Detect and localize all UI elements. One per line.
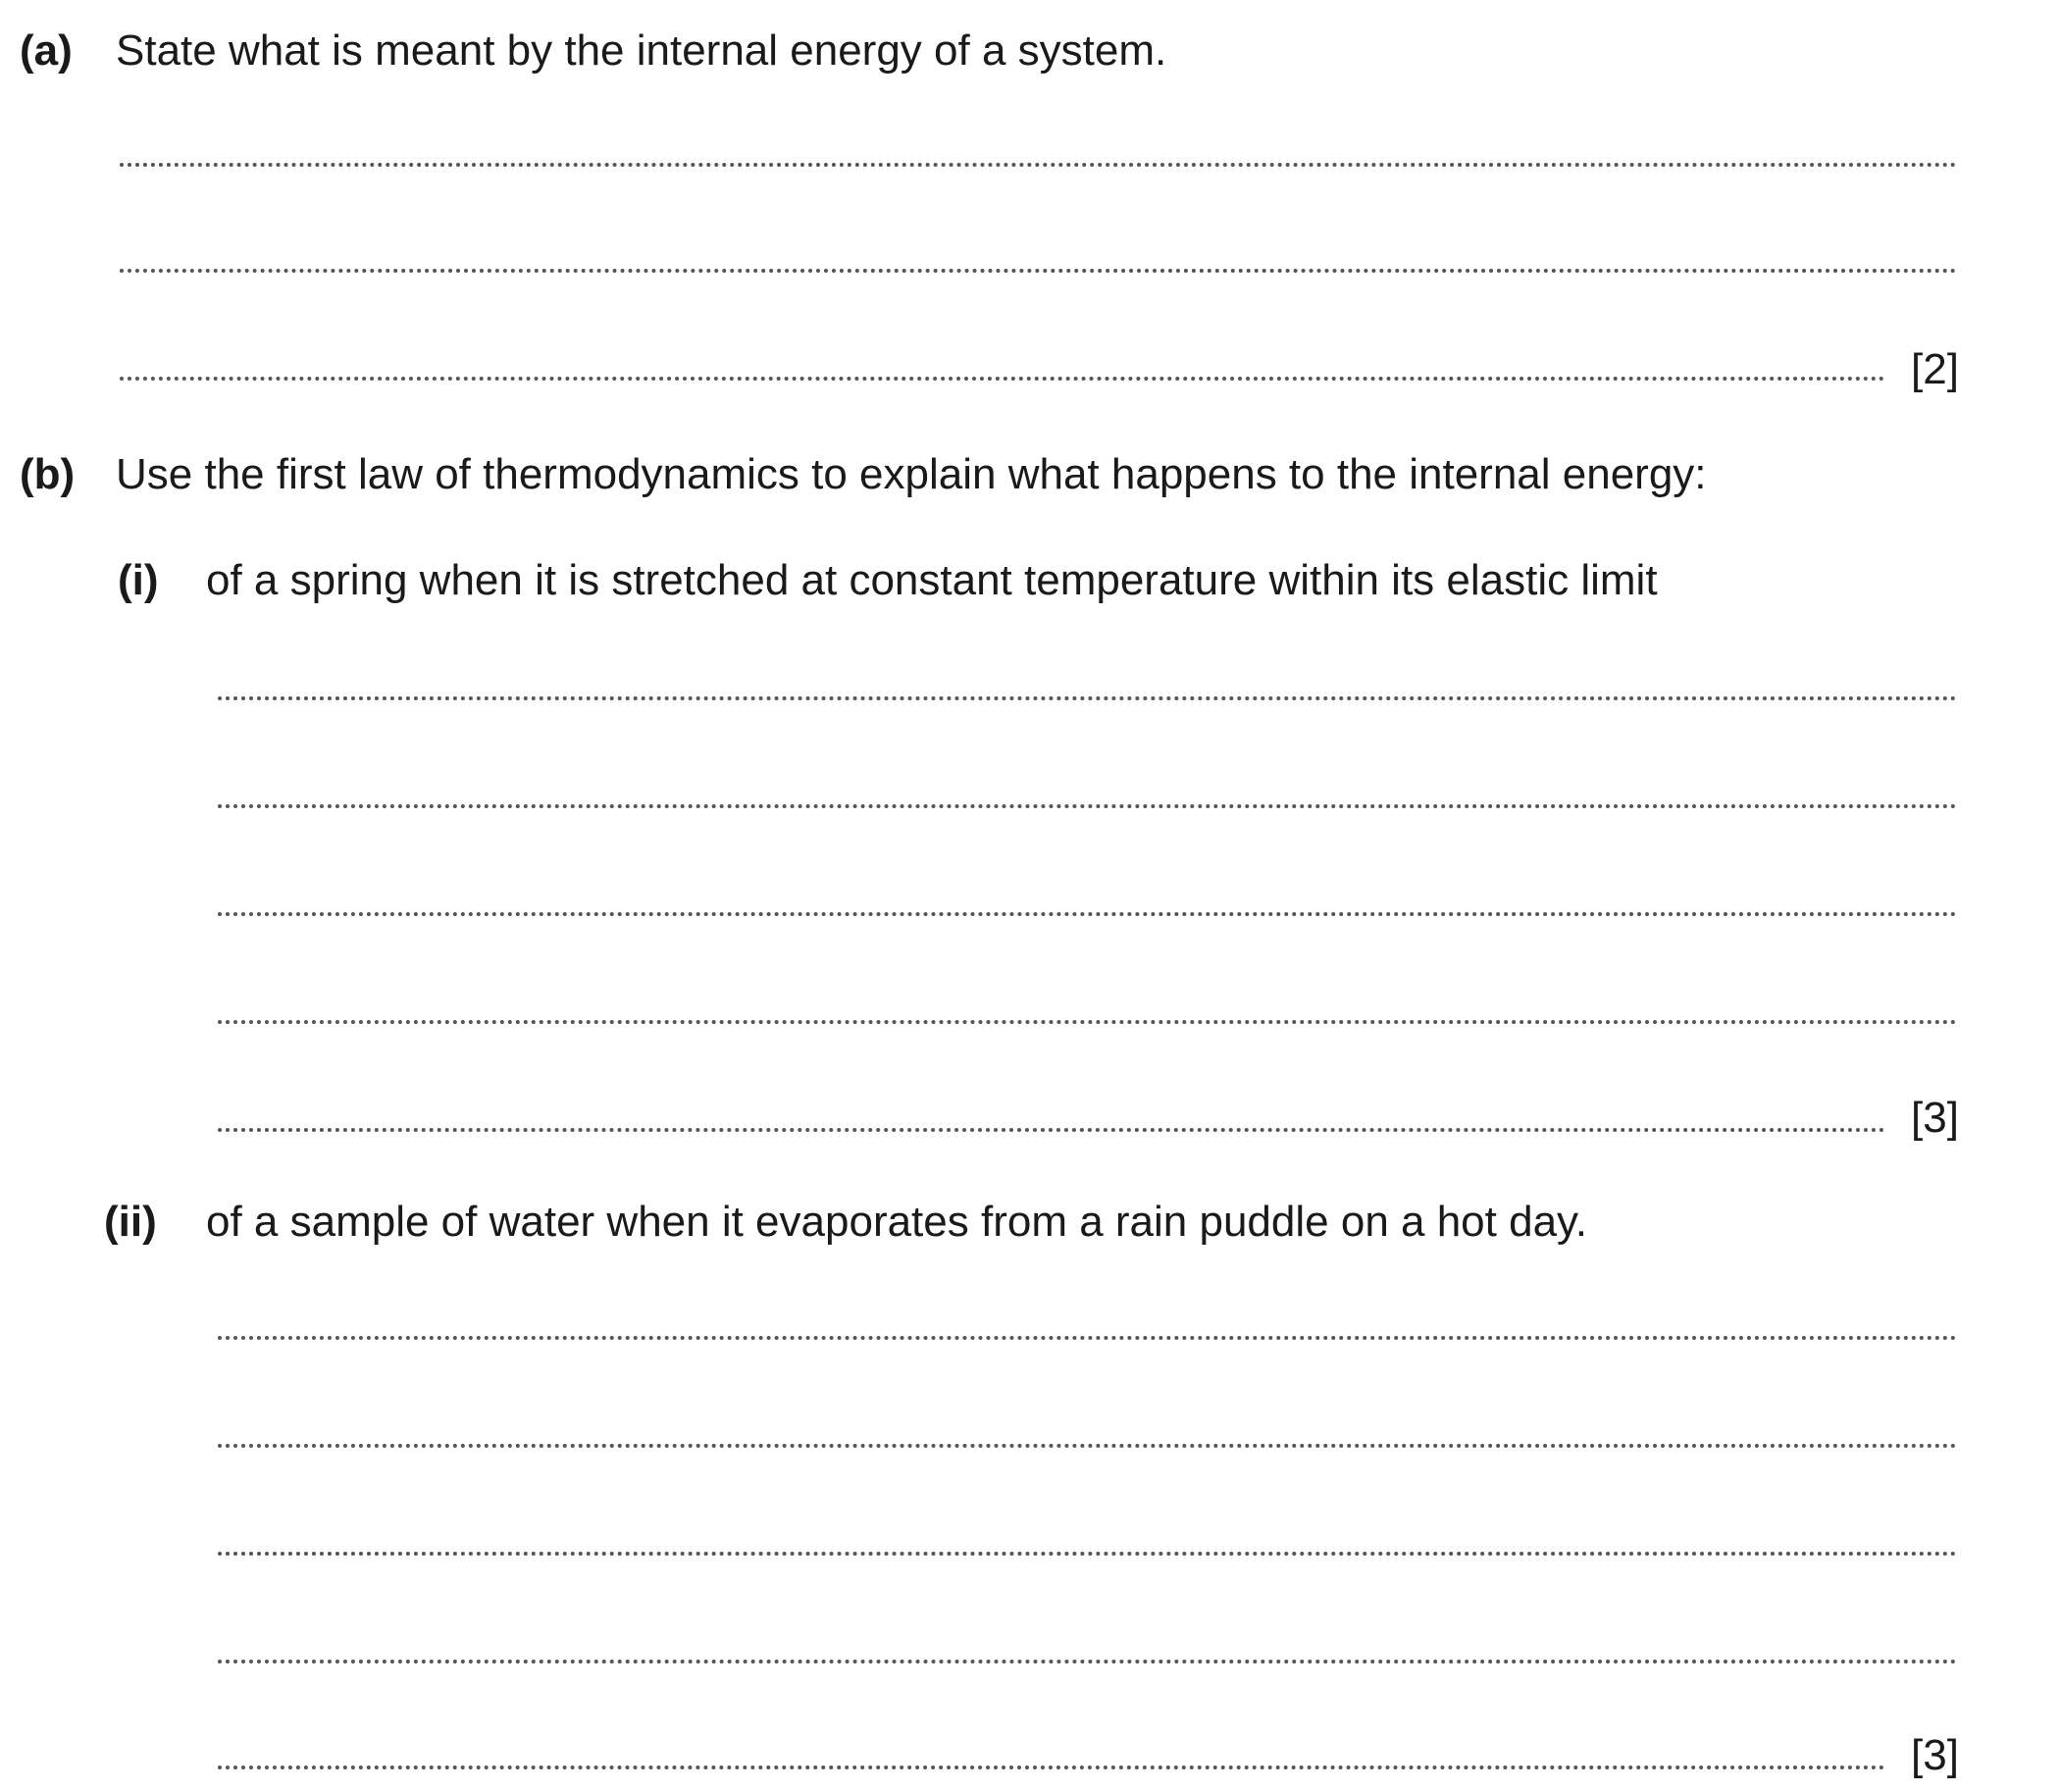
- sub-i-question: of a spring when it is stretched at constant temperature within its elastic limit: [206, 556, 1658, 604]
- part-b-question: Use the first law of thermodynamics to explain what happens to the internal energy:: [116, 450, 1707, 498]
- answer-line-a-2[interactable]: [120, 269, 1957, 273]
- sub-ii-marks: [3]: [1911, 1731, 1959, 1779]
- answer-line-bii-1[interactable]: [218, 1336, 1957, 1340]
- answer-line-bi-5[interactable]: [218, 1128, 1885, 1132]
- answer-line-bii-4[interactable]: [218, 1660, 1957, 1664]
- answer-line-a-1[interactable]: [120, 163, 1957, 167]
- part-a-label: (a): [20, 26, 73, 75]
- answer-line-bii-2[interactable]: [218, 1444, 1957, 1448]
- answer-line-bi-2[interactable]: [218, 804, 1957, 808]
- sub-ii-question: of a sample of water when it evaporates from a rain puddle on a hot day.: [206, 1198, 1587, 1246]
- answer-line-bi-4[interactable]: [218, 1020, 1957, 1024]
- answer-line-bi-1[interactable]: [218, 696, 1957, 700]
- answer-line-bi-3[interactable]: [218, 912, 1957, 916]
- answer-line-bii-5[interactable]: [218, 1766, 1885, 1769]
- sub-i-label: (i): [118, 556, 159, 604]
- sub-ii-label: (ii): [104, 1198, 157, 1246]
- answer-line-bii-3[interactable]: [218, 1552, 1957, 1556]
- answer-line-a-3[interactable]: [120, 377, 1885, 381]
- part-b-label: (b): [20, 450, 76, 498]
- part-a-marks: [2]: [1911, 345, 1959, 393]
- part-a-question: State what is meant by the internal energy of a system.: [116, 26, 1167, 75]
- sub-i-marks: [3]: [1911, 1094, 1959, 1142]
